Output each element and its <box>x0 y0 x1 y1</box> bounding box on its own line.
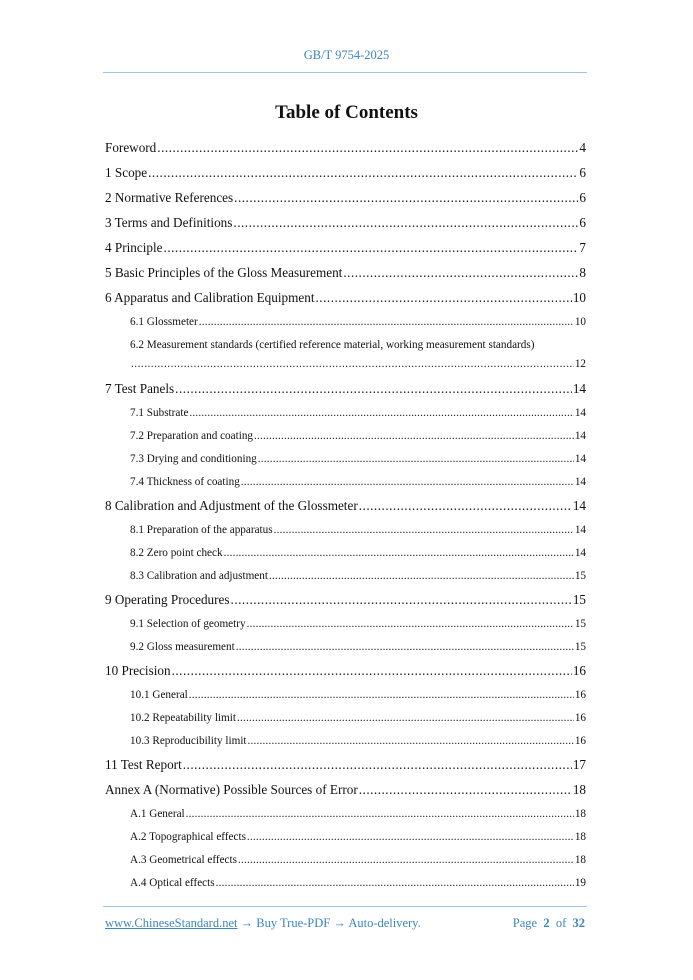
toc-entry[interactable] <box>105 138 586 163</box>
current-page: 2 <box>543 916 550 930</box>
toc-entry-page: 14 <box>574 524 586 536</box>
toc-entry[interactable] <box>105 590 586 615</box>
dot-leader <box>148 163 578 183</box>
dot-leader <box>189 404 573 422</box>
toc-entry-page: 16 <box>572 663 586 678</box>
toc-entry[interactable] <box>105 780 586 805</box>
header-divider <box>103 72 587 73</box>
dot-leader <box>343 263 578 283</box>
dot-leader <box>189 686 574 704</box>
toc-entry-page: 17 <box>572 757 586 772</box>
toc-entry-label: 7.1 Substrate <box>130 407 189 419</box>
toc-entry[interactable] <box>105 544 586 567</box>
toc-entry-label: 7.4 Thickness of coating <box>130 476 240 488</box>
dot-leader <box>164 238 579 258</box>
dot-leader <box>183 755 572 775</box>
toc-entry-label: Foreword <box>105 140 157 155</box>
toc-entry-page: 15 <box>574 570 586 582</box>
toc-entry[interactable] <box>105 313 586 336</box>
toc-entry-page: 6 <box>579 165 586 180</box>
toc-entry[interactable] <box>105 163 586 188</box>
toc-entry[interactable] <box>105 238 586 263</box>
toc-entry[interactable] <box>105 686 586 709</box>
total-pages: 32 <box>572 916 585 930</box>
toc-entry-page: 10 <box>572 290 586 305</box>
dot-leader <box>254 427 574 445</box>
toc-entry[interactable] <box>105 288 586 313</box>
dot-leader <box>199 313 574 331</box>
toc-entry-label: 10 Precision <box>105 663 171 678</box>
toc-entry[interactable] <box>105 805 586 828</box>
toc-entry-label: 6.1 Glossmeter <box>130 316 198 328</box>
document-id-header: GB/T 9754-2025 <box>303 48 390 62</box>
dot-leader <box>269 567 574 585</box>
toc-entry-page: 14 <box>574 476 586 488</box>
toc-entry-label: 4 Principle <box>105 240 163 255</box>
toc-entry[interactable] <box>105 188 586 213</box>
page-number <box>513 916 585 931</box>
toc-entry[interactable] <box>105 404 586 427</box>
toc-entry-page: 18 <box>574 831 586 843</box>
dot-leader <box>359 496 572 516</box>
page-label: Page <box>512 916 538 930</box>
dot-leader <box>216 874 574 892</box>
toc-entry-page: 18 <box>574 854 586 866</box>
toc-entry[interactable] <box>105 263 586 288</box>
toc-entry[interactable] <box>105 874 586 897</box>
toc-entry[interactable] <box>105 336 586 379</box>
dot-leader <box>237 709 574 727</box>
website-link[interactable]: www.ChineseStandard.net <box>105 916 238 930</box>
delivery-text: Auto-delivery. <box>348 916 421 930</box>
toc-entry-label: 9 Operating Procedures <box>105 592 230 607</box>
toc-entry-page: 15 <box>574 641 586 653</box>
toc-entry-label: 10.2 Repeatability limit <box>130 712 236 724</box>
dot-leader <box>274 521 574 539</box>
toc-entry-page: 4 <box>579 140 586 155</box>
toc-entry-label: 5 Basic Principles of the Gloss Measurement <box>105 265 343 280</box>
toc-entry-label: 2 Normative References <box>105 190 234 205</box>
toc-entry-page: 8 <box>579 265 586 280</box>
toc-entry-label: A.3 Geometrical effects <box>130 854 237 866</box>
toc-entry[interactable] <box>105 521 586 544</box>
dot-leader <box>172 661 572 681</box>
dot-leader <box>233 213 578 233</box>
dot-leader <box>236 638 574 656</box>
toc-entry-page: 16 <box>574 689 586 701</box>
toc-entry[interactable] <box>105 213 586 238</box>
page-title: Table of Contents <box>275 102 418 123</box>
toc-entry-page: 14 <box>574 547 586 559</box>
toc-entry[interactable] <box>105 615 586 638</box>
toc-entry-page: 16 <box>574 735 586 747</box>
toc-entry-page: 14 <box>574 453 586 465</box>
dot-leader <box>248 732 574 750</box>
toc-entry-label: 3 Terms and Definitions <box>105 215 233 230</box>
toc-entry-page: 14 <box>574 407 586 419</box>
toc-entry-label: 6.2 Measurement standards (certified reference material, working measurement standards) <box>130 339 535 351</box>
toc-entry-label: 8.3 Calibration and adjustment <box>130 570 268 582</box>
toc-entry-label: 7.3 Drying and conditioning <box>130 453 257 465</box>
toc-entry-page: 12 <box>574 358 586 370</box>
dot-leader <box>224 544 574 562</box>
toc-entry[interactable] <box>105 851 586 874</box>
toc-entry-page: 14 <box>574 430 586 442</box>
dot-leader <box>258 450 574 468</box>
toc-entry-page: 6 <box>579 215 586 230</box>
toc-entry-label: 9.2 Gloss measurement <box>130 641 235 653</box>
footer <box>105 916 585 931</box>
toc-entry[interactable] <box>105 828 586 851</box>
toc-entry-page: 10 <box>574 316 586 328</box>
dot-leader <box>238 851 574 869</box>
toc-entry-label: 1 Scope <box>105 165 148 180</box>
dot-leader <box>157 138 578 158</box>
toc-entry-page: 19 <box>574 877 586 889</box>
arrow-icon: → <box>240 916 254 930</box>
dot-leader <box>175 379 572 399</box>
footer-divider <box>103 906 587 907</box>
toc-entry-page: 14 <box>572 498 586 513</box>
table-of-contents <box>105 138 586 897</box>
toc-entry-page: 15 <box>572 592 586 607</box>
toc-entry[interactable] <box>105 496 586 521</box>
of-label: of <box>555 916 567 930</box>
toc-entry[interactable] <box>105 732 586 755</box>
dot-leader <box>131 355 574 374</box>
dot-leader <box>247 828 574 846</box>
toc-entry[interactable] <box>105 379 586 404</box>
dot-leader <box>316 288 572 308</box>
dot-leader <box>234 188 578 208</box>
toc-entry[interactable] <box>105 427 586 450</box>
toc-entry[interactable] <box>105 567 586 590</box>
toc-entry-leader-row <box>130 355 586 374</box>
toc-entry-label: 9.1 Selection of geometry <box>130 618 246 630</box>
toc-entry-page: 16 <box>574 712 586 724</box>
toc-entry-label: A.2 Topographical effects <box>130 831 246 843</box>
toc-entry-label: A.1 General <box>130 808 185 820</box>
toc-entry-label: 11 Test Report <box>105 757 182 772</box>
toc-entry-label: 8.1 Preparation of the apparatus <box>130 524 273 536</box>
dot-leader <box>231 590 572 610</box>
toc-entry-label: 7.2 Preparation and coating <box>130 430 254 442</box>
toc-entry-page: 18 <box>572 782 586 797</box>
toc-entry-page: 6 <box>579 190 586 205</box>
arrow-icon: → <box>333 916 346 930</box>
dot-leader <box>241 473 574 491</box>
toc-entry-page: 14 <box>572 381 586 396</box>
toc-entry[interactable] <box>105 755 586 780</box>
dot-leader <box>186 805 574 823</box>
toc-entry[interactable] <box>105 450 586 473</box>
toc-entry-label: 7 Test Panels <box>105 381 175 396</box>
toc-entry-page: 15 <box>574 618 586 630</box>
toc-entry-label: 10.1 General <box>130 689 188 701</box>
toc-entry-label: A.4 Optical effects <box>130 877 215 889</box>
toc-entry[interactable] <box>105 661 586 686</box>
toc-entry-label: 10.3 Reproducibility limit <box>130 735 247 747</box>
toc-entry-page: 7 <box>579 240 586 255</box>
dot-leader <box>247 615 574 633</box>
dot-leader <box>359 780 572 800</box>
toc-entry-label: 8.2 Zero point check <box>130 547 223 559</box>
toc-entry-label: Annex A (Normative) Possible Sources of Error <box>105 782 358 797</box>
toc-entry[interactable] <box>105 638 586 661</box>
toc-entry-label: 8 Calibration and Adjustment of the Glossmeter <box>105 498 358 513</box>
toc-entry-label: 6 Apparatus and Calibration Equipment <box>105 290 315 305</box>
toc-entry[interactable] <box>105 709 586 732</box>
toc-entry[interactable] <box>105 473 586 496</box>
buy-text: Buy True-PDF <box>256 916 331 930</box>
toc-entry-page: 18 <box>574 808 586 820</box>
